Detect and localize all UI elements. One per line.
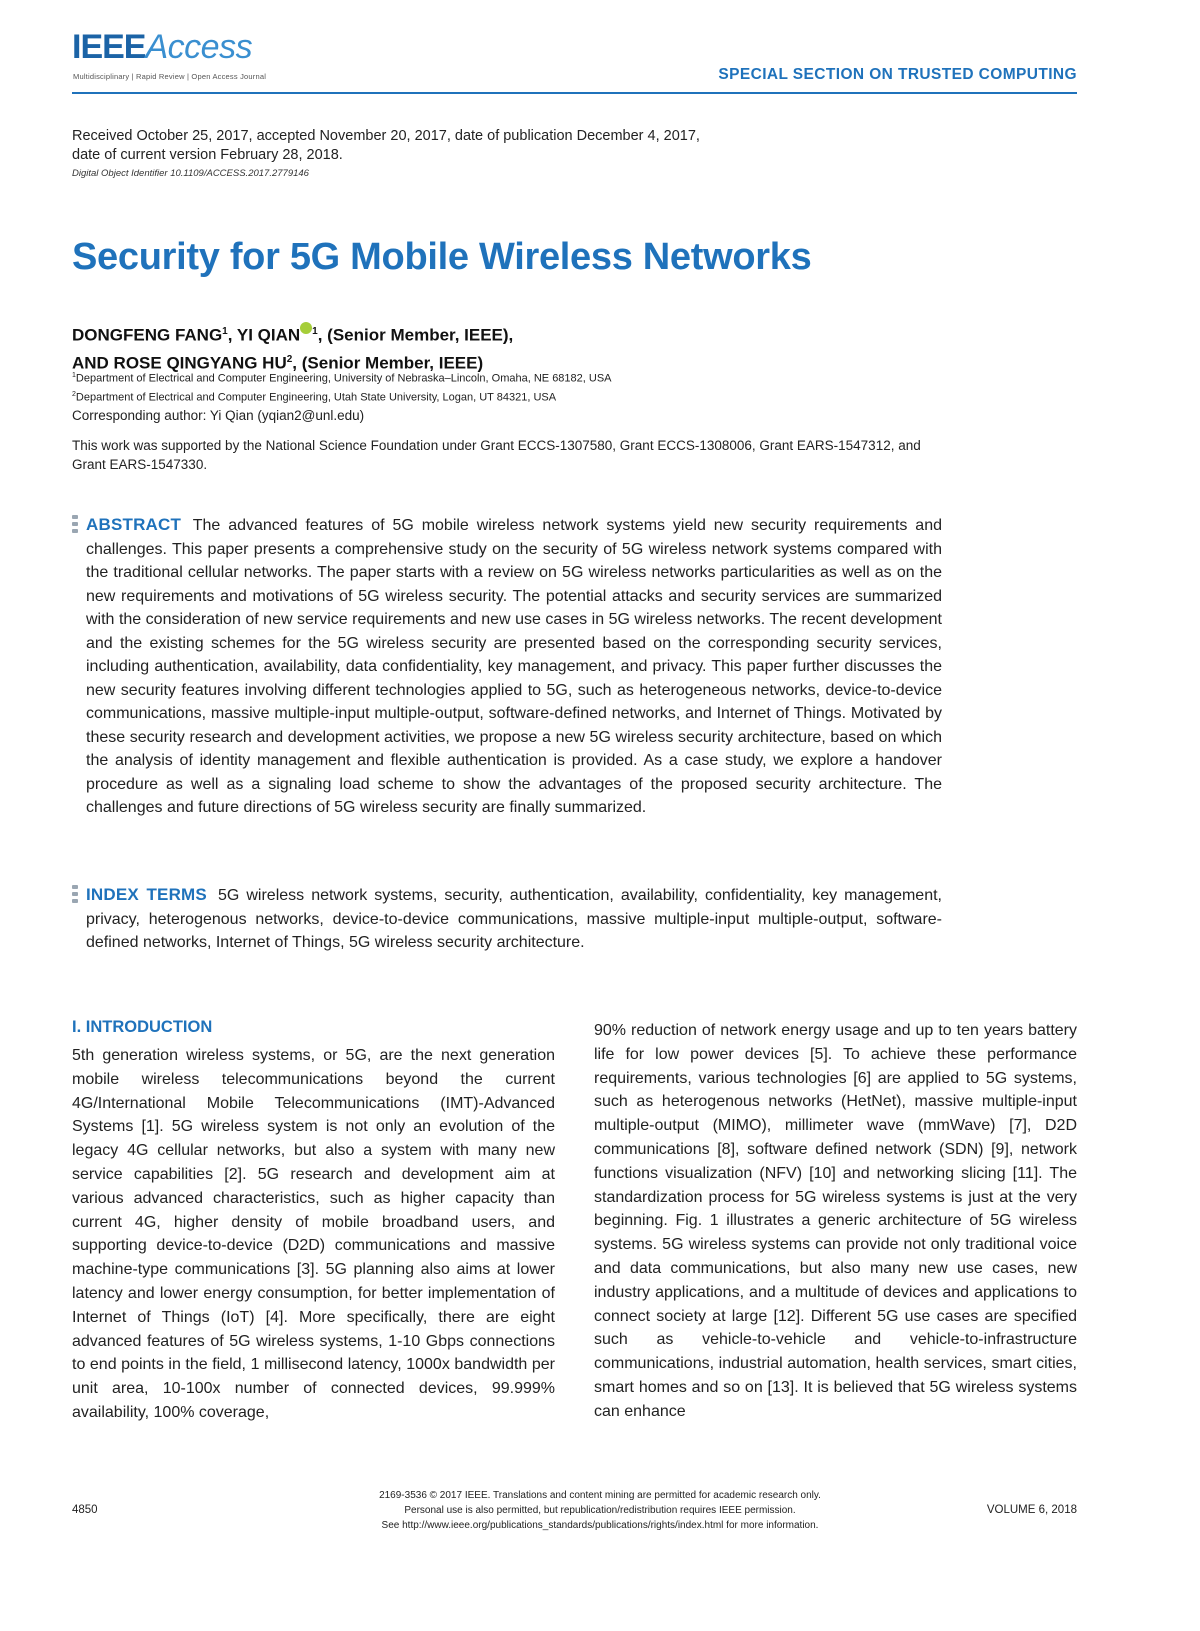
authors: DONGFENG FANG$^1$, YI QIAN $^1$, (Senior Member, IEEE), AND ROSE QINGYANG $HU^2$, (Senior Member, IEEE) <box>72 320 772 375</box>
ieee-access-logo <box>72 30 252 64</box>
paper-title: Security for 5G Mobile Wireless Networks <box>72 236 812 278</box>
index-terms-label: INDEX TERMS <box>86 885 207 904</box>
logo-access: Access <box>145 28 253 66</box>
section-heading-introduction: I. INTRODUCTION <box>72 1018 213 1036</box>
publication-dates <box>72 127 772 165</box>
dates-line-1: Received October 25, 2017, accepted November 20, 2017, date of publication December 4, 2017, <box>72 128 700 144</box>
footer-line-2: Personal use is also permitted, but republication/redistribution requires IEEE permission. <box>404 1505 796 1516</box>
doi: Digital Object Identifier 10.1109/ACCESS.2017.2779146 <box>72 168 309 179</box>
index-terms-text: 5G wireless network systems, security, authentication, availability, confidentiality, key management, privacy, heterogenous networks, device-to-device communications, massive multiple-input multiple-output, software-defined networks, Internet of Things, 5G wireless security architecture. <box>86 887 942 951</box>
abstract-text: The advanced features of 5G mobile wireless network systems yield new security requirements and challenges. This paper presents a comprehensive study on the security of 5G wireless network systems compared with the traditional cellular networks. The paper starts with a review on 5G wireless networks particularities as well as on the new requirements and motivations of 5G wireless security. The potential attacks and security services are summarized with the consideration of new service requirements and new use cases in 5G wireless networks. The recent development and the existing schemes for the 5G wireless security are presented based on the corresponding security services, including authentication, availability, data confidentiality, key management, and privacy. This paper further discusses the new security features involving different technologies applied to 5G, such as heterogeneous networks, device-to-device communications, massive multiple-input multiple-output, software-defined networks, and Internet of Things. Motivated by these security research and development activities, we propose a new 5G wireless security architecture, based on which the analysis of identity management and flexible authentication is provided. As a case study, we explore a handover procedure as well as a signaling load scheme to show the advantages of the proposed security architecture. The challenges and future directions of 5G wireless security are finally summarized. <box>86 517 943 816</box>
abstract-marker-icon <box>72 515 78 536</box>
volume-label: VOLUME 6, 2018 <box>986 1504 1077 1516</box>
funding-statement: This work was supported by the National Science Foundation under Grant ECCS-1307580, Grant ECCS-1308006, Grant EARS-1547312, and Grant EARS-1547330. <box>72 438 921 472</box>
index-terms <box>86 883 942 955</box>
author-1: DONGFENG FANG <box>72 325 223 345</box>
logo-ieee: IEEE <box>72 28 146 66</box>
header-rule <box>72 92 1077 94</box>
corresponding-author: Corresponding author: Yi Qian (yqian2@unl.edu) <box>72 408 365 423</box>
logo-tagline: Multidisciplinary | Rapid Review | Open Access Journal <box>73 72 267 81</box>
footer-line-3: See http://www.ieee.org/publications_standards/publications/rights/index.html for more information. <box>381 1520 819 1531</box>
affiliation-1: $^1$Department of Electrical and Computer Engineering, University of Nebraska–Lincoln, Omaha, NE 68182, USA <box>72 372 612 385</box>
orcid-icon[interactable] <box>300 322 312 334</box>
page-number: 4850 <box>72 1504 98 1516</box>
author-3: AND ROSE QINGYANG HU <box>72 353 287 373</box>
dates-line-2: date of current version February 28, 2018. <box>72 147 343 163</box>
index-terms-marker-icon <box>72 885 78 906</box>
intro-column-1: 5th generation wireless systems, or 5G, are the next generation mobile wireless telecommunications beyond the current 4G/International Mobile Telecommunications (IMT)-Advanced Systems [1]. 5G wireless system is not only an evolution of the legacy 4G cellular networks, but also a system with many new service capabilities [2]. 5G research and development aim at various advanced characteristics, such as higher capacity than current 4G, higher density of mobile broadband users, and supporting device-to-device (D2D) communications and massive machine-type communications [3]. 5G planning also aims at lower latency and lower energy consumption, for better implementation of Internet of Things (IoT) [4]. More specifically, there are eight advanced features of 5G wireless systems, 1-10 Gbps connections to end points in the field, 1 millisecond latency, 1000x bandwidth per unit area, 10-100x number of connected devices, 99.999% availability, 100% coverage, <box>72 1047 555 1421</box>
intro-column-2: 90% reduction of network energy usage and up to ten years battery life for low power devices [5]. To achieve these performance requirements, various technologies [6] are applied to 5G systems, such as heterogenous networks (HetNet), massive multiple-input multiple-output (MIMO), millimeter wave (mmWave) [7], D2D communications [8], software defined network (SDN) [9], network functions visualization (NFV) [10] and networking slicing [11]. The standardization process for 5G wireless systems is just at the very beginning. Fig. 1 illustrates a generic architecture of 5G wireless systems. 5G wireless systems can provide not only traditional voice and data communications, but also many new use cases, new industry applications, and a multitude of devices and applications to connect society at large [12]. Different 5G use cases are specified such as vehicle-to-vehicle and vehicle-to-infrastructure communications, industrial automation, health services, smart cities, smart homes and so on [13]. It is believed that 5G wireless systems can enhance <box>594 1022 1077 1420</box>
copyright-footer <box>300 1488 900 1533</box>
footer-line-1: 2169-3536 © 2017 IEEE. Translations and content mining are permitted for academic research only. <box>379 1490 821 1501</box>
affiliations <box>72 368 612 405</box>
author-2: YI QIAN <box>236 325 301 345</box>
affiliation-2: $^2$Department of Electrical and Computer Engineering, Utah State University, Logan, UT 84321, USA <box>72 390 557 404</box>
abstract <box>86 513 942 820</box>
special-section-label: SPECIAL SECTION ON TRUSTED COMPUTING <box>718 66 1077 83</box>
abstract-label: ABSTRACT <box>86 515 182 534</box>
